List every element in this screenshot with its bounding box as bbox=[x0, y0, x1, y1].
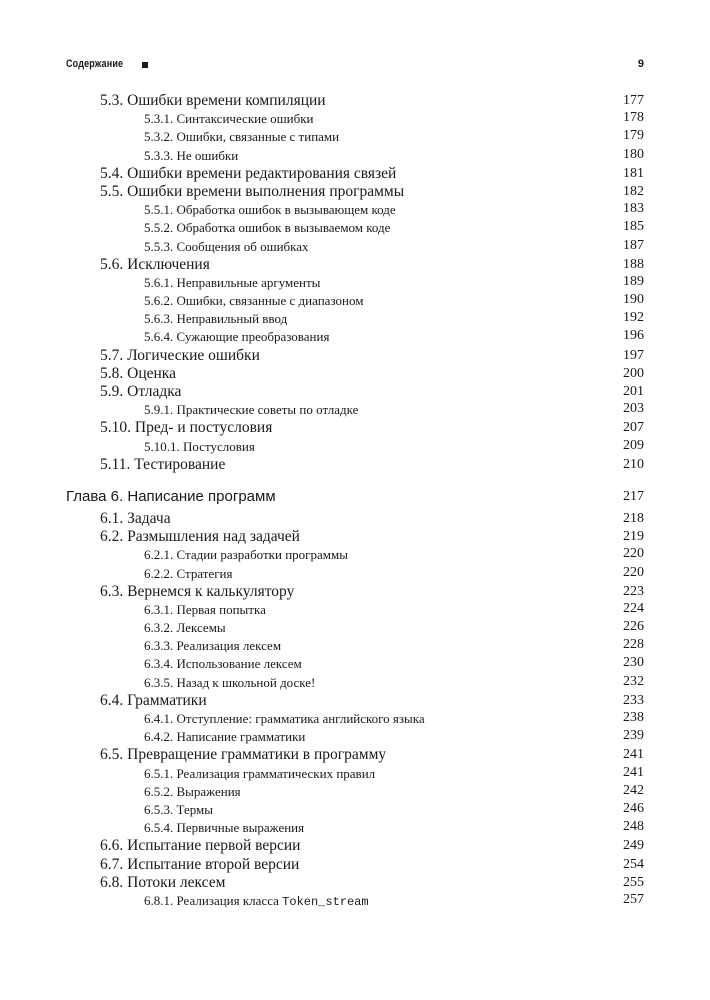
toc-entry-title bbox=[100, 456, 225, 474]
toc-entry-page: 254 bbox=[623, 856, 644, 872]
toc-entry-page: 230 bbox=[623, 655, 644, 671]
toc-section-entry bbox=[0, 165, 710, 183]
toc-section-entry bbox=[0, 692, 710, 710]
toc-subsection-entry bbox=[0, 710, 710, 728]
toc-entry-title-text: 5.5.2. Обработка ошибок в вызываемом коде bbox=[144, 220, 391, 236]
toc-entry-title-text: 6.8. Потоки лексем bbox=[100, 873, 226, 891]
toc-entry-title bbox=[100, 365, 176, 383]
toc-subsection-entry bbox=[0, 219, 710, 237]
toc-entry-title bbox=[144, 711, 425, 727]
toc-entry-title-text: 6.3.5. Назад к школьной доске! bbox=[144, 674, 316, 690]
toc-entry-title-text: 6.2.2. Стратегия bbox=[144, 565, 233, 581]
toc-entry-title bbox=[144, 329, 329, 345]
toc-entry-title-text: 5.10.1. Постусловия bbox=[144, 438, 255, 454]
toc-entry-title-text: 5.9. Отладка bbox=[100, 383, 182, 400]
toc-subsection-entry bbox=[0, 546, 710, 564]
toc-subsection-entry bbox=[0, 565, 710, 583]
toc-entry-title bbox=[144, 675, 315, 691]
toc-entry-title-text: Глава 6. Написание программ bbox=[66, 487, 276, 505]
page-number: 9 bbox=[637, 58, 644, 70]
toc-entry-title bbox=[100, 856, 299, 874]
toc-entry-page: 219 bbox=[623, 529, 644, 545]
toc-entry-title bbox=[144, 129, 339, 145]
toc-entry-page: 218 bbox=[623, 510, 644, 526]
toc-entry-page: 189 bbox=[623, 273, 644, 289]
toc-entry-code: Token_stream bbox=[282, 894, 369, 909]
toc-subsection-entry bbox=[0, 619, 710, 637]
toc-section-entry bbox=[0, 256, 710, 274]
toc-subsection-entry bbox=[0, 201, 710, 219]
toc-entry-page: 200 bbox=[623, 365, 644, 381]
square-bullet-icon bbox=[142, 62, 148, 68]
toc-entry-page: 241 bbox=[623, 764, 644, 780]
toc-entry-title-text: 5.11. Тестирование bbox=[100, 455, 226, 473]
toc-section-entry bbox=[0, 746, 710, 764]
toc-entry-page: 239 bbox=[623, 728, 644, 744]
toc-entry-title bbox=[100, 256, 210, 274]
toc-entry-title-text: 6.3.3. Реализация лексем bbox=[144, 638, 282, 654]
toc-entry-page: 192 bbox=[623, 310, 644, 326]
toc-entry-title-text: 6.3.2. Лексемы bbox=[144, 620, 226, 636]
toc-entry-title-text: 6.7. Испытание второй версии bbox=[100, 855, 300, 873]
toc-entry-title-text: 6.5. Превращение грамматики в программу bbox=[100, 746, 387, 764]
toc-entry-title bbox=[100, 419, 272, 437]
toc-entry-page: 238 bbox=[623, 710, 644, 725]
toc-entry-title bbox=[144, 766, 375, 782]
toc-entry-title bbox=[100, 692, 207, 710]
toc-entry-page: 183 bbox=[623, 201, 644, 217]
toc-entry-page: 255 bbox=[623, 874, 644, 890]
toc-entry-page: 228 bbox=[623, 637, 644, 653]
toc-entry-title-text: 6.5.4. Первичные выражения bbox=[144, 820, 305, 836]
toc-subsection-entry bbox=[0, 438, 710, 456]
toc-entry-title bbox=[144, 802, 213, 818]
toc-entry-title bbox=[144, 111, 313, 127]
toc-subsection-entry bbox=[0, 819, 710, 837]
toc-entry-page: 207 bbox=[623, 420, 644, 436]
toc-entry-title-text: 6.3.1. Первая попытка bbox=[144, 601, 266, 617]
toc-subsection-entry bbox=[0, 728, 710, 746]
toc-section-entry bbox=[0, 92, 710, 110]
toc-entry-title-text: 5.3.1. Синтаксические ошибки bbox=[144, 111, 314, 127]
toc-entry-title bbox=[100, 874, 225, 892]
toc-entry-title bbox=[100, 347, 260, 365]
toc-entry-title-text: 6.2.1. Стадии разработки программы bbox=[144, 547, 348, 563]
toc-entry-title-text: 5.9.1. Практические советы по отладке bbox=[144, 402, 359, 418]
toc-entry-page: 220 bbox=[623, 564, 644, 580]
toc-entry-page: 187 bbox=[623, 237, 644, 253]
toc-entry-page: 232 bbox=[623, 673, 644, 689]
toc-entry-title-text: 6.2. Размышления над задачей bbox=[100, 528, 300, 546]
toc-subsection-entry bbox=[0, 292, 710, 310]
toc-subsection-entry bbox=[0, 892, 710, 910]
toc-entry-title-text: 5.5.1. Обработка ошибок в вызывающем коде bbox=[144, 202, 396, 218]
toc-section-entry bbox=[0, 347, 710, 365]
toc-entry-page: 196 bbox=[623, 328, 644, 344]
toc-subsection-entry bbox=[0, 601, 710, 619]
toc-subsection-entry bbox=[0, 128, 710, 146]
toc-entry-title bbox=[144, 148, 238, 164]
toc-entry-title bbox=[144, 311, 287, 327]
toc-entry-page: 220 bbox=[623, 546, 644, 562]
toc-entry-title-text: 6.5.2. Выражения bbox=[144, 783, 241, 799]
toc-subsection-entry bbox=[0, 110, 710, 128]
toc-subsection-entry bbox=[0, 401, 710, 419]
table-of-contents bbox=[0, 92, 710, 910]
toc-entry-title bbox=[144, 784, 241, 800]
toc-section-entry bbox=[0, 528, 710, 546]
toc-entry-title bbox=[100, 383, 181, 401]
toc-entry-title-text: 5.10. Пред- и постусловия bbox=[100, 419, 273, 437]
toc-entry-title bbox=[144, 566, 233, 582]
toc-entry-page: 217 bbox=[623, 488, 644, 504]
toc-entry-page: 248 bbox=[623, 819, 644, 835]
toc-subsection-entry bbox=[0, 801, 710, 819]
toc-entry-page: 181 bbox=[623, 165, 644, 181]
toc-entry-title-text: 6.8.1. Реализация класса bbox=[144, 892, 283, 908]
toc-entry-title bbox=[100, 583, 294, 601]
toc-entry-page: 249 bbox=[623, 838, 644, 854]
toc-entry-title-text: 5.8. Оценка bbox=[100, 364, 176, 382]
toc-subsection-entry bbox=[0, 310, 710, 328]
toc-entry-title bbox=[144, 729, 305, 745]
toc-section-entry bbox=[0, 383, 710, 401]
toc-entry-title-text: 5.6.1. Неправильные аргументы bbox=[144, 274, 321, 290]
toc-entry-page: 180 bbox=[623, 146, 644, 162]
toc-entry-title bbox=[144, 820, 304, 836]
toc-entry-page: 177 bbox=[623, 93, 644, 108]
toc-subsection-entry bbox=[0, 655, 710, 673]
toc-entry-title-text: 5.7. Логические ошибки bbox=[100, 346, 260, 364]
toc-subsection-entry bbox=[0, 765, 710, 783]
toc-entry-title-text: 6.3.4. Использование лексем bbox=[144, 656, 302, 672]
toc-entry-title bbox=[100, 165, 396, 183]
toc-section-entry bbox=[0, 583, 710, 601]
toc-entry-title-text: 5.5.3. Сообщения об ошибках bbox=[144, 238, 309, 254]
toc-entry-page: 257 bbox=[623, 891, 644, 907]
toc-entry-page: 233 bbox=[623, 692, 644, 708]
toc-section-entry bbox=[0, 419, 710, 437]
running-header bbox=[66, 58, 644, 76]
toc-entry-page: 209 bbox=[623, 437, 644, 453]
toc-entry-title-text: 5.3.2. Ошибки, связанные с типами bbox=[144, 129, 340, 145]
toc-entry-title-text: 5.6. Исключения bbox=[100, 255, 210, 273]
toc-entry-title-text: 6.4. Грамматики bbox=[100, 691, 207, 709]
toc-entry-page: 201 bbox=[623, 384, 644, 399]
toc-entry-page: 190 bbox=[623, 292, 644, 308]
toc-entry-title bbox=[144, 439, 255, 455]
toc-entry-title bbox=[100, 183, 404, 201]
toc-entry-page: 188 bbox=[623, 256, 644, 272]
toc-entry-page: 178 bbox=[623, 110, 644, 126]
toc-entry-title-text: 5.3. Ошибки времени компиляции bbox=[100, 92, 326, 109]
toc-section-entry bbox=[0, 183, 710, 201]
toc-subsection-entry bbox=[0, 274, 710, 292]
toc-entry-title bbox=[144, 402, 358, 418]
toc-entry-title-text: 5.6.2. Ошибки, связанные с диапазоном bbox=[144, 293, 364, 309]
toc-entry-title bbox=[144, 239, 309, 255]
toc-entry-title bbox=[144, 893, 369, 909]
toc-section-entry bbox=[0, 837, 710, 855]
toc-subsection-entry bbox=[0, 637, 710, 655]
toc-entry-title-text: 6.4.1. Отступление: грамматика английского языка bbox=[144, 711, 425, 726]
toc-chapter-entry bbox=[0, 486, 710, 510]
toc-entry-title-text: 6.5.1. Реализация грамматических правил bbox=[144, 765, 376, 781]
toc-entry-title bbox=[144, 220, 390, 236]
toc-section-entry bbox=[0, 856, 710, 874]
toc-entry-title-text: 5.5. Ошибки времени выполнения программы bbox=[100, 182, 405, 200]
toc-entry-page: 224 bbox=[623, 600, 644, 616]
toc-section-entry bbox=[0, 365, 710, 383]
toc-entry-page: 241 bbox=[623, 747, 644, 763]
toc-entry-page: 182 bbox=[623, 183, 644, 199]
toc-subsection-entry bbox=[0, 328, 710, 346]
toc-entry-title-text: 6.1. Задача bbox=[100, 509, 171, 527]
toc-subsection-entry bbox=[0, 238, 710, 256]
toc-entry-title-text: 6.4.2. Написание грамматики bbox=[144, 729, 306, 745]
toc-entry-title bbox=[100, 528, 300, 546]
toc-entry-title-text: 5.6.3. Неправильный ввод bbox=[144, 311, 288, 327]
toc-entry-title bbox=[100, 746, 386, 764]
toc-entry-title bbox=[100, 92, 326, 110]
toc-entry-page: 203 bbox=[623, 401, 644, 417]
toc-entry-page: 185 bbox=[623, 219, 644, 235]
toc-entry-title bbox=[144, 293, 363, 309]
toc-entry-title-text: 5.4. Ошибки времени редактирования связей bbox=[100, 164, 397, 182]
toc-entry-page: 226 bbox=[623, 619, 644, 635]
toc-entry-title-text: 6.5.3. Термы bbox=[144, 801, 213, 817]
toc-entry-page: 242 bbox=[623, 782, 644, 798]
toc-entry-page: 210 bbox=[623, 456, 644, 472]
toc-entry-title bbox=[144, 547, 348, 563]
toc-entry-title-text: 5.3.3. Не ошибки bbox=[144, 147, 239, 163]
toc-entry-page: 246 bbox=[623, 800, 644, 816]
toc-subsection-entry bbox=[0, 783, 710, 801]
toc-entry-title-text: 5.6.4. Сужающие преобразования bbox=[144, 329, 330, 345]
toc-entry-page: 179 bbox=[623, 128, 644, 144]
toc-entry-page: 223 bbox=[623, 583, 644, 599]
toc-entry-title bbox=[100, 837, 300, 855]
running-header-title: Содержание bbox=[66, 58, 124, 70]
toc-entry-title-text: 6.6. Испытание первой версии bbox=[100, 837, 301, 855]
toc-entry-title bbox=[144, 202, 396, 218]
toc-subsection-entry bbox=[0, 147, 710, 165]
toc-entry-title bbox=[144, 638, 281, 654]
toc-entry-title-text: 6.3. Вернемся к калькулятору bbox=[100, 582, 295, 600]
toc-section-entry bbox=[0, 874, 710, 892]
toc-entry-title bbox=[144, 602, 266, 618]
toc-entry-title bbox=[100, 510, 171, 528]
toc-section-entry bbox=[0, 456, 710, 474]
toc-subsection-entry bbox=[0, 674, 710, 692]
toc-entry-title bbox=[144, 275, 320, 291]
toc-entry-title bbox=[66, 488, 276, 505]
toc-entry-title bbox=[144, 656, 302, 672]
toc-entry-title bbox=[144, 620, 226, 636]
toc-section-entry bbox=[0, 510, 710, 528]
toc-entry-page: 197 bbox=[623, 347, 644, 363]
